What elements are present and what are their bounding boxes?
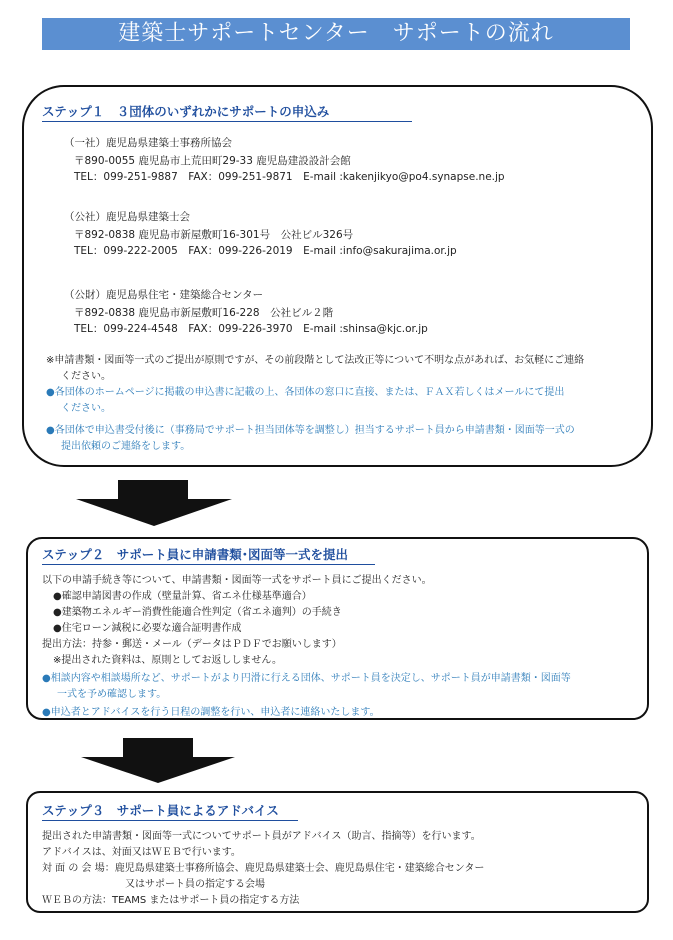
venue-value-cont: 又はサポート員の指定する会場 bbox=[125, 879, 265, 890]
org-name: （一社）鹿児島県建築士事務所協会 bbox=[64, 137, 232, 149]
web-value: ：TEAMS またはサポート員の指定する方法 bbox=[102, 895, 300, 906]
org-name: （公社）鹿児島県建築士会 bbox=[64, 211, 190, 223]
step2-heading: ステップ２ サポート員に申請書類･図面等一式を提出 bbox=[42, 545, 375, 565]
web-label: ＷＥＢの方法 bbox=[42, 895, 102, 906]
org-architect-association bbox=[64, 209, 457, 259]
org-contact: TEL：099-251-9887 FAX：099-251-9871 E-mail :kakenjikyo@po4.synapse.ne.jp bbox=[74, 171, 505, 183]
org-housing-center bbox=[64, 287, 428, 337]
org-name: （公財）鹿児島県住宅・建築総合センター bbox=[64, 289, 264, 301]
step2-bullet-review bbox=[42, 671, 571, 703]
bullet-line: ●申込者とアドバイスを行う日程の調整を行い、申込者に連絡いたします。 bbox=[42, 707, 380, 718]
org-contact: TEL：099-224-4548 FAX：099-226-3970 E-mail :shinsa@kjc.or.jp bbox=[74, 323, 428, 335]
step1-bullet-apply bbox=[46, 385, 564, 417]
bullet-line: ●各団体で申込書受付後に（事務局でサポート担当団体等を調整し）担当するサポート員から申請書類・図面等一式の bbox=[46, 425, 575, 436]
procedure-item: ●確認申請図書の作成（壁量計算、省エネ仕様基準適合） bbox=[53, 591, 312, 602]
org-address: 〒892-0838 鹿児島市新屋敷町16-301号 公社ビル326号 bbox=[74, 229, 354, 241]
step3-details bbox=[42, 829, 484, 909]
step3-box bbox=[26, 791, 649, 913]
return-note: ※提出された資料は、原則としてお返ししません。 bbox=[53, 655, 282, 666]
bullet-line: 一式を予め確認します。 bbox=[57, 689, 167, 700]
org-address: 〒890-0055 鹿児島市上荒田町29-33 鹿児島建設設計会館 bbox=[74, 155, 351, 167]
advice-line: 提出された申請書類・図面等一式についてサポート員がアドバイス（助言、指摘等）を行います。 bbox=[42, 831, 481, 842]
web-row bbox=[42, 893, 484, 909]
venue-value: ：鹿児島県建築士事務所協会、鹿児島県建築士会、鹿児島県住宅・建築総合センター bbox=[104, 863, 485, 874]
venue-row bbox=[42, 861, 484, 877]
step1-box bbox=[22, 85, 653, 467]
procedure-item: ●住宅ローン減税に必要な適合証明書作成 bbox=[53, 623, 242, 634]
bullet-line: ●各団体のホームページに掲載の申込書に記載の上、各団体の窓口に直接、または、ＦＡＸ若しくはメールにて提出 bbox=[46, 387, 565, 398]
org-address: 〒892-0838 鹿児島市新屋敷町16-228 公社ビル２階 bbox=[74, 307, 334, 319]
org-contact: TEL：099-222-2005 FAX：099-226-2019 E-mail :info@sakurajima.or.jp bbox=[74, 245, 457, 257]
procedure-item: ●建築物エネルギー消費性能適合性判定（省エネ適判）の手続き bbox=[53, 607, 342, 618]
step2-procedures bbox=[42, 573, 432, 669]
intro-line: 以下の申請手続き等について、申請書類・図面等一式をサポート員にご提出ください。 bbox=[42, 575, 432, 586]
bullet-line: ●相談内容や相談場所など、サポートがより円滑に行える団体、サポート員を決定し、サポート員が申請書類・図面等 bbox=[42, 673, 571, 684]
step3-heading: ステップ３ サポート員によるアドバイス bbox=[42, 801, 298, 821]
submission-method: 提出方法：持参・郵送・メール（データはＰＤＦでお願いします） bbox=[42, 639, 342, 650]
step2-bullet-schedule bbox=[42, 705, 380, 721]
page-title: 建築士サポートセンター サポートの流れ bbox=[42, 18, 630, 50]
bullet-line: 提出依頼のご連絡をします。 bbox=[61, 441, 191, 452]
step1-heading: ステップ１ ３団体のいずれかにサポートの申込み bbox=[42, 102, 412, 122]
venue-label: 対 面 の 会 場 bbox=[42, 863, 105, 874]
step1-note bbox=[46, 353, 584, 385]
note-line: ください。 bbox=[61, 371, 111, 382]
note-line: ※申請書類・図面等一式のご提出が原則ですが、その前段階として法改正等について不明な点があれば、お気軽にご連絡 bbox=[46, 355, 585, 366]
bullet-line: ください。 bbox=[61, 403, 111, 414]
org-architect-office-association bbox=[64, 135, 505, 185]
step2-box bbox=[26, 537, 649, 720]
step1-bullet-contact bbox=[46, 423, 575, 455]
advice-format-line: アドバイスは、対面又はＷＥＢで行います。 bbox=[42, 847, 241, 858]
